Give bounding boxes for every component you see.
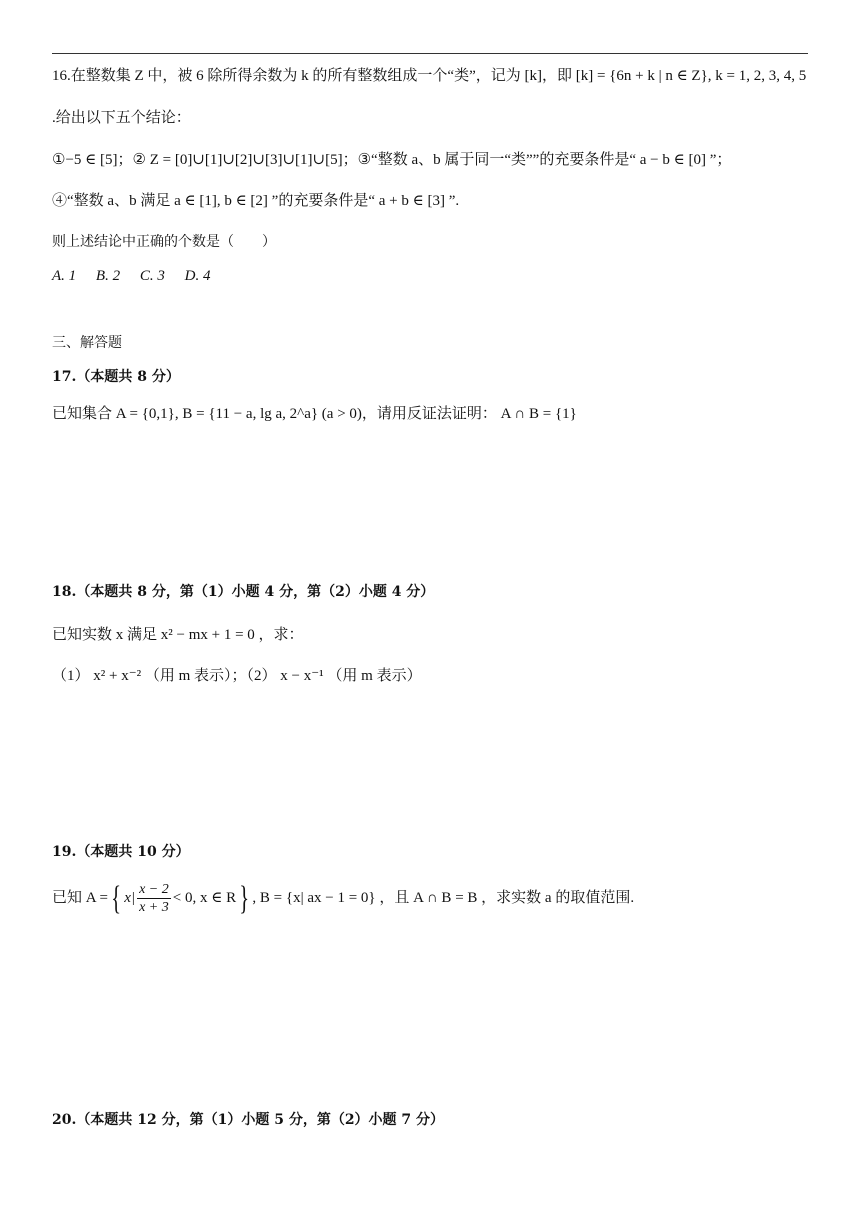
brace-close: } xyxy=(239,879,250,917)
q16-line2: .给出以下五个结论： xyxy=(52,110,191,126)
q19-text xyxy=(52,878,634,918)
q16-line1: 16.在整数集 Z 中，被 6 除所得余数为 k 的所有整数组成一个“类”，记为 [k]，即 [k] = {6n + k | n ∈ Z}, k = 1, 2, 3, 4, 5 xyxy=(52,68,807,84)
q19-post: , B = {x| ax − 1 = 0} ，且 A ∩ B = B ，求实数 a 的取值范围. xyxy=(252,890,635,906)
q18-parts: （1） x² + x⁻² （用 m 表示）；（2） x − x⁻¹ （用 m 表示） xyxy=(52,668,422,684)
q17-text: 已知集合 A = {0,1}, B = {11 − a, lg a, 2^a} (a > 0)，请用反证法证明： A ∩ B = {1} xyxy=(52,406,577,422)
q18-heading: 18.（本题共 8 分，第（1）小题 4 分，第（2）小题 4 分） xyxy=(52,584,435,600)
q17-heading: 17.（本题共 8 分） xyxy=(52,369,180,385)
fraction-numerator: x − 2 xyxy=(139,882,169,898)
option-a: A. 1 xyxy=(52,268,77,284)
q19-set-right: < 0, x ∈ R xyxy=(172,890,237,906)
q20-heading: 20.（本题共 12 分，第（1）小题 5 分，第（2）小题 7 分） xyxy=(52,1112,445,1128)
q19-pre: 已知 A = xyxy=(52,890,108,906)
option-c: C. 3 xyxy=(139,268,165,284)
q19-set-left: x| xyxy=(124,890,136,906)
option-b: B. 2 xyxy=(95,268,121,284)
q16-question: 则上述结论中正确的个数是（ ） xyxy=(52,234,276,250)
q16-line3: ①−5 ∈ [5]；② Z = [0]∪[1]∪[2]∪[3]∪[1]∪[5]；③“整数 a、b 属于同一“类””的充要条件是“ a − b ∈ [0] ”； xyxy=(52,152,732,168)
top-rule xyxy=(52,53,808,54)
q16-options xyxy=(52,266,226,286)
brace-open: { xyxy=(111,879,122,917)
q19-fraction xyxy=(137,881,171,916)
option-d: D. 4 xyxy=(184,268,211,284)
q18-text: 已知实数 x 满足 x² − mx + 1 = 0 ，求： xyxy=(52,627,304,643)
q19-heading: 19.（本题共 10 分） xyxy=(52,844,190,860)
section-title: 三、解答题 xyxy=(52,335,122,351)
fraction-denominator: x + 3 xyxy=(139,900,169,916)
q16-line4: ④“整数 a、b 满足 a ∈ [1], b ∈ [2] ”的充要条件是“ a + b ∈ [3] ”. xyxy=(52,193,460,209)
